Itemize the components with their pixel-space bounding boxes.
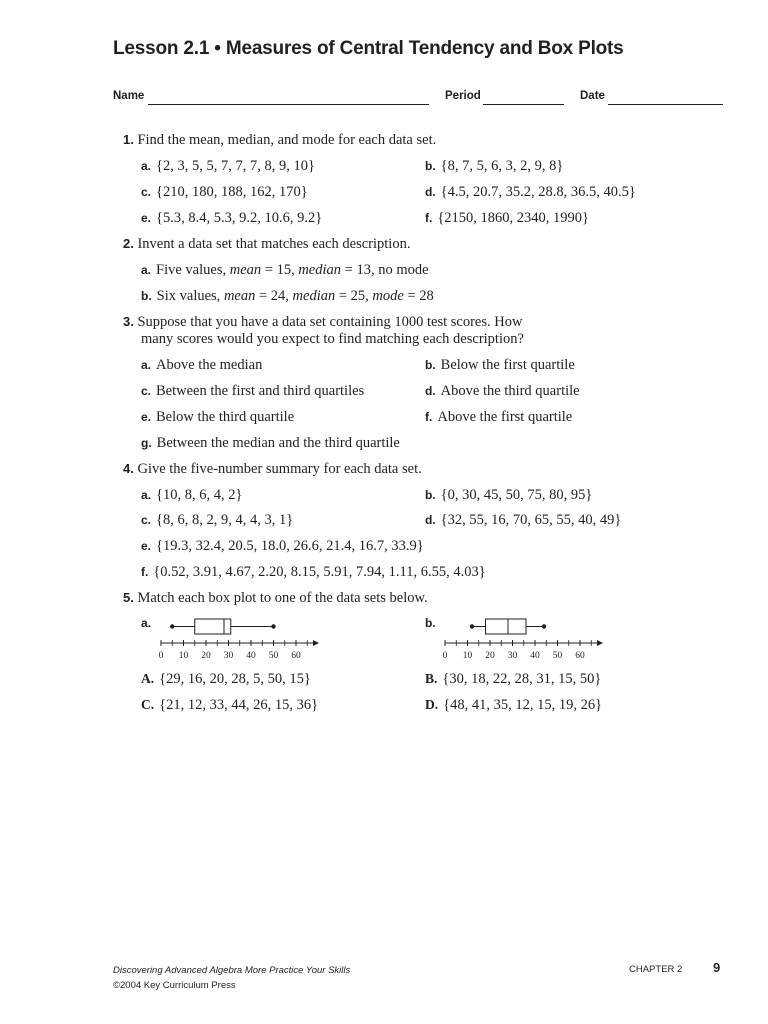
item-label: g.	[141, 436, 152, 450]
item-text: = 15,	[261, 262, 299, 278]
item-label: b.	[425, 488, 436, 502]
item-text: Below the third quartile	[156, 409, 295, 425]
tick-label: 50	[552, 651, 563, 661]
boxplot-b	[434, 612, 614, 664]
dataset-label: D.	[425, 697, 439, 712]
item-text: = 24,	[255, 288, 293, 304]
q1-item-a	[141, 158, 315, 175]
dataset-D	[425, 697, 602, 714]
variable-median: median	[298, 262, 342, 278]
item-label: f.	[141, 565, 149, 579]
item-text: {5.3, 8.4, 5.3, 9.2, 10.6, 9.2}	[156, 210, 323, 226]
max-point	[542, 624, 546, 628]
tick-label: 10	[178, 651, 189, 661]
item-label: f.	[425, 410, 433, 424]
dataset-A	[141, 671, 311, 688]
tick-label: 0	[158, 651, 164, 661]
item-text: Between the median and the third quartile	[156, 435, 400, 451]
dataset-B	[425, 671, 601, 688]
dataset-label: C.	[141, 697, 155, 712]
question-number: 1.	[123, 132, 134, 147]
q1-item-d	[425, 184, 636, 201]
box-iqr	[486, 619, 527, 634]
item-text: Six values,	[156, 288, 224, 304]
period-label: Period	[445, 90, 481, 102]
tick-label: 10	[462, 651, 473, 661]
q2-item-a	[141, 262, 429, 279]
item-label: c.	[141, 185, 152, 199]
min-point	[470, 624, 474, 628]
boxplot-a	[150, 612, 330, 664]
q3-item-e	[141, 409, 294, 426]
box-iqr	[195, 619, 231, 634]
item-label: e.	[141, 539, 152, 553]
footer-copyright: ©2004 Key Curriculum Press	[113, 980, 236, 991]
item-text: Below the first quartile	[440, 357, 575, 373]
item-label: a.	[141, 358, 152, 372]
tick-label: 40	[530, 651, 540, 661]
tick-label: 20	[201, 651, 211, 661]
item-text: = 25,	[335, 288, 373, 304]
item-text: {2, 3, 5, 5, 7, 7, 7, 8, 9, 10}	[156, 158, 315, 174]
item-label: d.	[425, 384, 436, 398]
date-label: Date	[580, 90, 605, 102]
item-label: e.	[141, 410, 152, 424]
item-label: a.	[141, 159, 152, 173]
variable-median: median	[292, 288, 336, 304]
axis-arrow	[313, 640, 319, 646]
question-text: Match each box plot to one of the data sets below.	[137, 590, 428, 606]
item-text: Above the median	[156, 357, 263, 373]
q4-item-a	[141, 487, 242, 504]
question-5	[123, 590, 428, 607]
q4-item-f	[141, 564, 486, 581]
item-text: Above the third quartile	[440, 383, 580, 399]
tick-label: 20	[485, 651, 495, 661]
footer-book-title: Discovering Advanced Algebra More Practice Your Skills	[113, 965, 351, 976]
item-text: {32, 55, 16, 70, 65, 55, 40, 49}	[440, 512, 622, 528]
item-label: b.	[425, 159, 436, 173]
item-text: Five values,	[156, 262, 230, 278]
question-4	[123, 461, 422, 478]
name-field[interactable]	[148, 104, 429, 105]
question-1	[123, 132, 436, 149]
dataset-C	[141, 697, 318, 714]
tick-label: 30	[507, 651, 518, 661]
item-text: Between the first and third quartiles	[156, 383, 365, 399]
tick-label: 0	[442, 651, 448, 661]
question-3-line2: many scores would you expect to find matching each description?	[141, 331, 524, 347]
variable-mode: mode	[372, 288, 404, 304]
item-label: e.	[141, 211, 152, 225]
item-label: c.	[141, 513, 152, 527]
max-point	[271, 624, 275, 628]
question-text-line1: Suppose that you have a data set containing 1000 test scores. How	[137, 314, 523, 330]
q3-item-f	[425, 409, 572, 426]
footer-left	[113, 963, 350, 993]
item-label: c.	[141, 384, 152, 398]
period-field[interactable]	[483, 104, 564, 105]
tick-label: 50	[268, 651, 279, 661]
tick-label: 60	[575, 651, 585, 661]
question-number: 2.	[123, 236, 134, 251]
date-field[interactable]	[608, 104, 723, 105]
dataset-text: {30, 18, 22, 28, 31, 15, 50}	[442, 671, 602, 687]
question-text: Give the five-number summary for each data set.	[137, 461, 422, 477]
dataset-label: B.	[425, 671, 438, 686]
q4-item-c	[141, 512, 293, 529]
item-text: {210, 180, 188, 162, 170}	[156, 184, 308, 200]
variable-mean: mean	[223, 288, 256, 304]
item-label: a.	[141, 263, 152, 277]
item-text: {0, 30, 45, 50, 75, 80, 95}	[440, 487, 593, 503]
q4-item-d	[425, 512, 621, 529]
footer-chapter: CHAPTER 2	[629, 964, 683, 975]
q3-item-b	[425, 357, 575, 374]
tick-label: 30	[223, 651, 234, 661]
variable-mean: mean	[229, 262, 262, 278]
dataset-label: A.	[141, 671, 155, 686]
item-label: f.	[425, 211, 433, 225]
q1-item-c	[141, 184, 308, 201]
question-number: 5.	[123, 590, 134, 605]
dataset-text: {48, 41, 35, 12, 15, 19, 26}	[443, 697, 603, 713]
q3-item-d	[425, 383, 580, 400]
boxplot-a-label: a.	[141, 616, 152, 630]
item-text: {10, 8, 6, 4, 2}	[156, 487, 243, 503]
item-text: {8, 6, 8, 2, 9, 4, 4, 3, 1}	[156, 512, 294, 528]
page-number: 9	[713, 960, 721, 975]
q4-item-e	[141, 538, 424, 555]
dataset-text: {21, 12, 33, 44, 26, 15, 36}	[159, 697, 319, 713]
axis-arrow	[597, 640, 603, 646]
item-label: b.	[141, 289, 152, 303]
tick-label: 60	[291, 651, 301, 661]
question-text: Find the mean, median, and mode for each data set.	[137, 132, 437, 148]
q3-item-a	[141, 357, 262, 374]
q1-item-f	[425, 210, 589, 227]
q4-item-b	[425, 487, 592, 504]
question-2	[123, 236, 410, 253]
lesson-title: Lesson 2.1 • Measures of Central Tendency and Box Plots	[113, 38, 624, 59]
question-text: Invent a data set that matches each description.	[137, 236, 411, 252]
question-number: 4.	[123, 461, 134, 476]
name-label: Name	[113, 90, 145, 102]
q3-item-g	[141, 435, 400, 452]
q3-item-c	[141, 383, 364, 400]
tick-label: 40	[246, 651, 256, 661]
item-text: {19.3, 32.4, 20.5, 18.0, 26.6, 21.4, 16.7, 33.9}	[156, 538, 424, 554]
item-label: b.	[425, 358, 436, 372]
item-text: {4.5, 20.7, 35.2, 28.8, 36.5, 40.5}	[440, 184, 636, 200]
q2-item-b	[141, 288, 434, 305]
item-label: d.	[425, 185, 436, 199]
q1-item-b	[425, 158, 563, 175]
item-label: a.	[141, 488, 152, 502]
item-text: {0.52, 3.91, 4.67, 2.20, 8.15, 5.91, 7.94, 1.11, 6.55, 4.03}	[153, 564, 486, 580]
dataset-text: {29, 16, 20, 28, 5, 50, 15}	[159, 671, 311, 687]
item-text: {2150, 1860, 2340, 1990}	[437, 210, 590, 226]
q1-item-e	[141, 210, 322, 227]
item-text: = 13, no mode	[341, 262, 429, 278]
item-text: = 28	[403, 288, 434, 304]
question-number: 3.	[123, 314, 134, 329]
item-text: Above the first quartile	[437, 409, 573, 425]
boxplot-b-label: b.	[425, 616, 436, 630]
item-label: d.	[425, 513, 436, 527]
item-text: {8, 7, 5, 6, 3, 2, 9, 8}	[440, 158, 564, 174]
question-3	[123, 314, 522, 331]
min-point	[170, 624, 174, 628]
